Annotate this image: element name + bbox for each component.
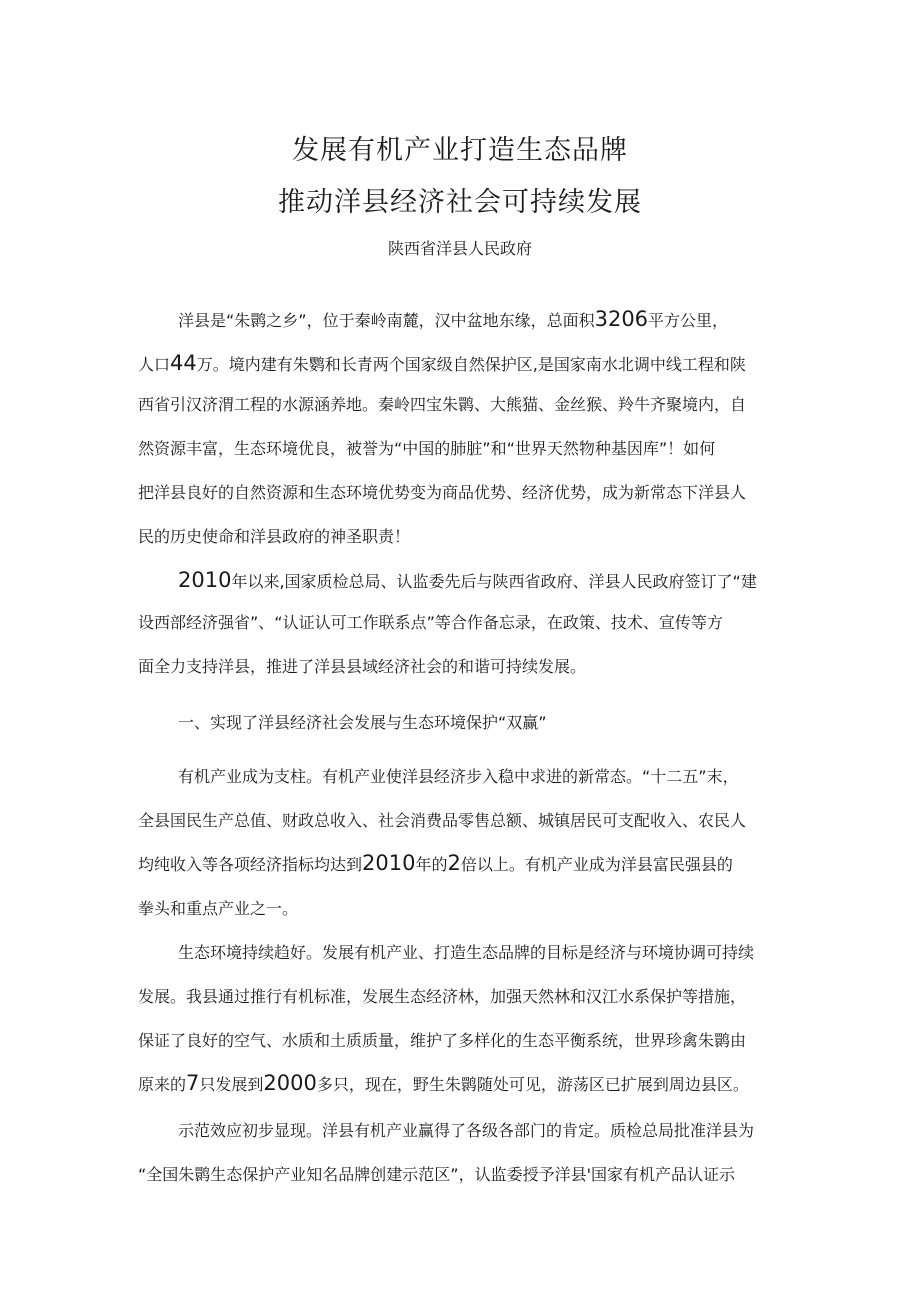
paragraph-2-line-2: 设西部经济强省”、“认证认可工作联系点”等合作备忘录，在政策、技术、宣传等方 [138,613,723,632]
paragraph-3-line-2: 全县国民生产总值、财政总收入、社会消费品零售总额、城镇居民可支配收入、农民人 [138,811,747,830]
paragraph-3-line-4: 拳头和重点产业之一。 [138,899,299,918]
paragraph-4-line-4: 原来的7只发展到2000多只，现在，野生朱鹮随处可见，游荡区已扩展到周边县区。 [138,1071,749,1095]
document-title-line-2: 推动洋县经济社会可持续发展 [278,187,642,218]
document-title-line-1: 发展有机产业打造生态品牌 [292,135,628,166]
paragraph-1-line-6: 民的历史使命和洋县政府的神圣职责！ [138,527,411,546]
paragraph-2-line-1: 2010年以来,国家质检总局、认监委先后与陕西省政府、洋县人民政府签订了“建 [178,568,757,592]
section-heading-1: 一、实现了洋县经济社会发展与生态环境保护“双赢” [178,713,547,732]
paragraph-1-line-4: 然资源丰富，生态环境优良，被誉为“中国的肺脏”和“世界天然物种基因库”！如何 [138,439,716,458]
paragraph-1-line-5: 把洋县良好的自然资源和生态环境优势变为商品优势、经济优势，成为新常态下洋县人 [138,483,747,502]
paragraph-3-line-3: 均纯收入等各项经济指标均达到2010年的2倍以上。有机产业成为洋县富民强县的 [138,851,733,875]
paragraph-1-line-1: 洋县是“朱鹮之乡”，位于秦岭南麓，汉中盆地东缘，总面积3206平方公里， [178,307,729,331]
paragraph-2-line-3: 面全力支持洋县，推进了洋县县域经济社会的和谐可持续发展。 [138,657,587,676]
paragraph-1-line-3: 西省引汉济渭工程的水源涵养地。秦岭四宝朱鹮、大熊猫、金丝猴、羚牛齐聚境内，自 [138,395,747,414]
paragraph-4-line-1: 生态环境持续趋好。发展有机产业、打造生态品牌的目标是经济与环境协调可持续 [178,943,755,962]
paragraph-4-line-3: 保证了良好的空气、水质和土质质量，维护了多样化的生态平衡系统，世界珍禽朱鹮由 [138,1031,747,1050]
paragraph-5-line-2: “全国朱鹮生态保护产业知名品牌创建示范区”，认监委授予洋县'国家有机产品认证示 [138,1165,735,1184]
paragraph-5-line-1: 示范效应初步显现。洋县有机产业赢得了各级各部门的肯定。质检总局批准洋县为 [178,1121,755,1140]
paragraph-1-line-2: 人口44万。境内建有朱鹦和长青两个国家级自然保护区,是国家南水北调中线工程和陕 [138,351,746,375]
document-author: 陕西省洋县人民政府 [387,239,532,258]
paragraph-4-line-2: 发展。我县通过推行有机标准，发展生态经济林，加强天然林和汉江水系保护等措施， [138,987,747,1006]
paragraph-3-line-1: 有机产业成为支柱。有机产业使洋县经济步入稳中求进的新常态。“十二五”末， [178,767,739,786]
